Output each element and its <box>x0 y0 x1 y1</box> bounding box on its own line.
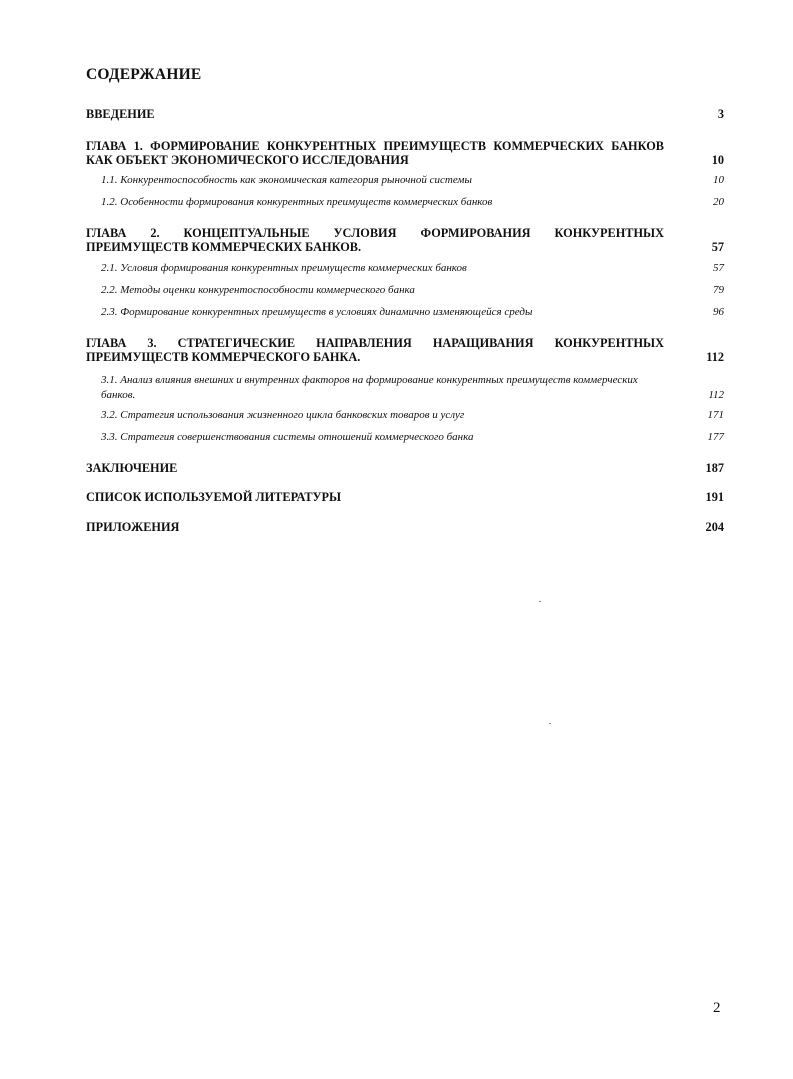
toc-title: СОДЕРЖАНИЕ <box>86 66 202 83</box>
toc-entry-text: 2.3. Формирование конкурентных преимуществ в условиях динамично изменяющейся среды <box>101 306 533 318</box>
toc-entry-page: 112 <box>708 389 724 401</box>
toc-entry-introduction <box>86 107 724 121</box>
toc-entry-chapter-1 <box>86 139 724 167</box>
toc-entry-text: 3.3. Стратегия совершенствования системы отношений коммерческого банка <box>101 431 474 443</box>
toc-entry-text: СПИСОК ИСПОЛЬЗУЕМОЙ ЛИТЕРАТУРЫ <box>86 490 342 504</box>
toc-entry-page: 3 <box>717 107 724 121</box>
toc-entry-page: 112 <box>706 350 724 364</box>
toc-entry-section-2-1 <box>101 261 724 276</box>
toc-entry-text: ГЛАВА 1. ФОРМИРОВАНИЕ КОНКУРЕНТНЫХ ПРЕИМУЩЕСТВ КОММЕРЧЕСКИХ БАНКОВ КАК ОБЪЕКТ ЭКОНОМИЧЕСКОГО ИССЛЕДОВАНИЯ <box>86 139 664 167</box>
toc-entry-text: 1.2. Особенности формирования конкурентных преимуществ коммерческих банков <box>101 196 493 208</box>
toc-entry-section-3-3 <box>101 430 724 445</box>
toc-entry-text: ЗАКЛЮЧЕНИЕ <box>86 461 178 475</box>
toc-entry-page: 191 <box>705 490 724 504</box>
toc-entry-text: ГЛАВА 2. КОНЦЕПТУАЛЬНЫЕ УСЛОВИЯ ФОРМИРОВАНИЯ КОНКУРЕНТНЫХ ПРЕИМУЩЕСТВ КОММЕРЧЕСКИХ БАНКОВ. <box>86 226 664 254</box>
toc-entry-page: 10 <box>713 174 724 186</box>
toc-entry-text: 1.1. Конкурентоспособность как экономическая категория рыночной системы <box>101 174 472 186</box>
toc-entry-conclusion <box>86 461 724 475</box>
toc-entry-appendices <box>86 520 724 534</box>
toc-entry-section-1-1 <box>101 173 724 188</box>
toc-entry-text: 3.2. Стратегия использования жизненного цикла банковских товаров и услуг <box>101 409 465 421</box>
scan-speck <box>549 723 551 724</box>
toc-entry-text: 2.2. Методы оценки конкурентоспособности коммерческого банка <box>101 284 415 296</box>
toc-entry-page: 57 <box>713 262 724 274</box>
toc-entry-page: 79 <box>713 284 724 296</box>
toc-entry-page: 96 <box>713 306 724 318</box>
toc-entry-text: ПРИЛОЖЕНИЯ <box>86 520 180 534</box>
toc-entry-page: 20 <box>713 196 724 208</box>
page-number: 2 <box>713 1000 721 1016</box>
toc-entry-text: ГЛАВА 3. СТРАТЕГИЧЕСКИЕ НАПРАВЛЕНИЯ НАРАЩИВАНИЯ КОНКУРЕНТНЫХ ПРЕИМУЩЕСТВ КОММЕРЧЕСКОГО БАНКА. <box>86 336 664 364</box>
toc-entry-chapter-2 <box>86 226 724 254</box>
toc-entry-page: 57 <box>711 240 724 254</box>
toc-entry-page: 204 <box>705 520 724 534</box>
toc-entry-chapter-3 <box>86 336 724 364</box>
toc-entry-section-1-2 <box>101 195 724 210</box>
scan-speck <box>539 601 541 602</box>
toc-entry-section-3-1 <box>101 373 724 403</box>
toc-entry-section-3-2 <box>101 408 724 423</box>
toc-entry-page: 177 <box>707 431 724 443</box>
toc-entry-section-2-3 <box>101 305 724 320</box>
toc-entry-text: ВВЕДЕНИЕ <box>86 107 155 121</box>
toc-entry-text: 2.1. Условия формирования конкурентных преимуществ коммерческих банков <box>101 262 467 274</box>
toc-entry-page: 187 <box>705 461 724 475</box>
toc-entry-page: 10 <box>711 153 724 167</box>
toc-entry-references <box>86 490 724 504</box>
toc-entry-page: 171 <box>707 409 724 421</box>
toc-entry-text: 3.1. Анализ влияния внешних и внутренних факторов на формирование конкурентных преимуществ коммерческих банков. <box>101 374 638 401</box>
toc-entry-section-2-2 <box>101 283 724 298</box>
